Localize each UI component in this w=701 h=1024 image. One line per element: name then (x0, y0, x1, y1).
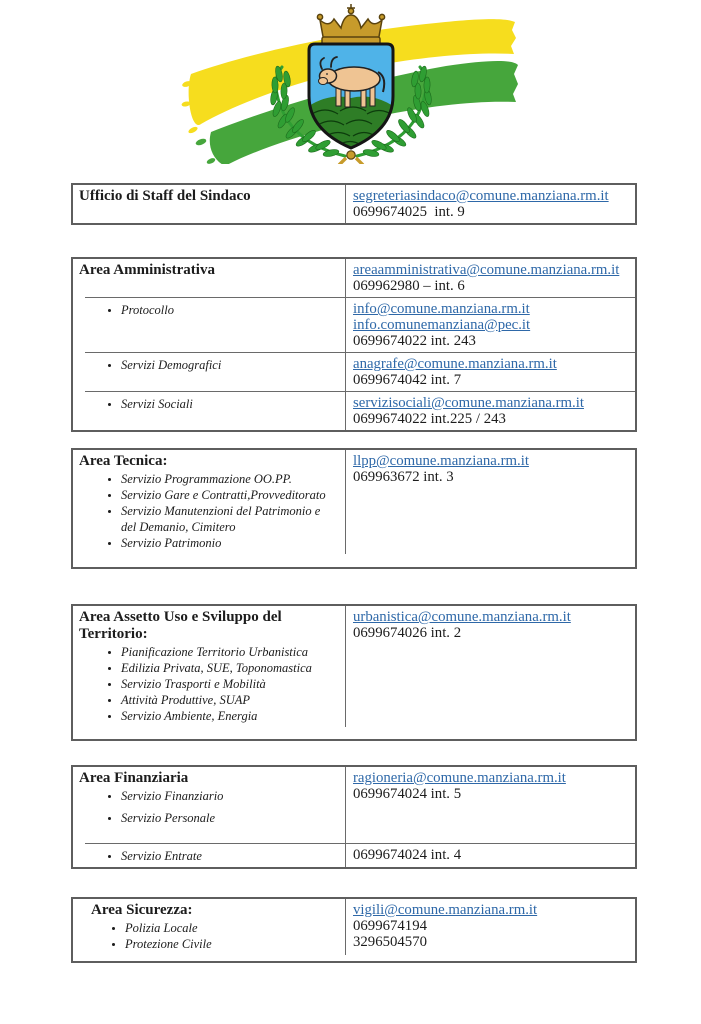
table-row (73, 899, 635, 955)
table-area-assetto-uso-e-sviluppo-del-territorio (71, 604, 637, 741)
service-item: • Servizio Gare e Contratti,Provveditorato (121, 487, 337, 503)
table-row (73, 352, 635, 391)
service-item: • Protocollo (121, 302, 337, 318)
contact-cell (345, 606, 635, 727)
ribbon-tie-icon (339, 151, 363, 164)
service-item: • Servizio Entrate (121, 848, 337, 864)
service-item: • Polizia Locale (125, 920, 337, 936)
services-list (79, 396, 337, 412)
table-row (73, 606, 635, 727)
service-item: • Attività Produttive, SUAP (121, 692, 337, 708)
email-link[interactable]: segreteriasindaco@comune.manziana.rm.it (353, 188, 609, 204)
department-cell (73, 767, 345, 843)
contact-cell (345, 899, 635, 955)
table-area-sicurezza (71, 897, 637, 963)
phone-number: 0699674194 (353, 918, 427, 934)
phone-number: 0699674022 int. 243 (353, 333, 476, 349)
department-cell (73, 899, 345, 955)
phone-number: 3296504570 (353, 934, 427, 950)
phone-number: 0699674026 int. 2 (353, 625, 462, 641)
service-item: • Servizio Personale (121, 810, 337, 826)
email-link[interactable]: llpp@comune.manziana.rm.it (353, 453, 529, 469)
services-list (79, 788, 337, 826)
section-heading: Area Finanziaria (79, 770, 189, 786)
department-cell (73, 185, 345, 223)
department-cell (73, 353, 345, 391)
service-item: • Servizio Programmazione OO.PP. (121, 471, 337, 487)
table-area-amministrativa (71, 257, 637, 432)
email-link[interactable]: info@comune.manziana.rm.it (353, 301, 530, 317)
contact-cell (345, 450, 635, 554)
services-list (79, 357, 337, 373)
table-row (73, 259, 635, 297)
services-list (79, 302, 337, 318)
section-heading: Area Tecnica: (79, 453, 168, 469)
shield-icon (303, 44, 399, 154)
contact-cell (345, 353, 635, 391)
table-ufficio-staff-sindaco (71, 183, 637, 225)
section-heading: Area Sicurezza: (91, 902, 193, 918)
section-heading: Area Assetto Uso e Sviluppo del Territorio: (79, 609, 282, 642)
contact-cell (345, 392, 635, 430)
contact-cell (345, 185, 635, 223)
email-link[interactable]: vigili@comune.manziana.rm.it (353, 902, 538, 918)
department-cell (73, 259, 345, 297)
service-item: • Servizio Patrimonio (121, 535, 337, 551)
email-link[interactable]: areaamministrativa@comune.manziana.rm.it (353, 262, 620, 278)
phone-number: 0699674022 int.225 / 243 (353, 411, 506, 427)
email-link[interactable]: ragioneria@comune.manziana.rm.it (353, 770, 566, 786)
service-item: • Servizi Demografici (121, 357, 337, 373)
department-cell (73, 450, 345, 554)
table-row (73, 843, 635, 867)
services-list (79, 644, 337, 724)
services-list (79, 920, 337, 952)
service-item: • Servizio Ambiente, Energia (121, 708, 337, 724)
department-cell (73, 844, 345, 867)
phone-number: 069963672 int. 3 (353, 469, 454, 485)
department-cell (73, 606, 345, 727)
table-area-finanziaria (71, 765, 637, 869)
contact-cell (345, 844, 635, 867)
service-item: • Servizi Sociali (121, 396, 337, 412)
table-row (73, 450, 635, 554)
table-row (73, 391, 635, 430)
table-row (73, 185, 635, 223)
manziana-coat-of-arms-logo (181, 4, 521, 164)
department-cell (73, 392, 345, 430)
table-row (73, 297, 635, 352)
email-link[interactable]: anagrafe@comune.manziana.rm.it (353, 356, 557, 372)
table-row (73, 767, 635, 843)
services-list (79, 471, 337, 551)
service-item: • Edilizia Privata, SUE, Toponomastica (121, 660, 337, 676)
phone-number: 0699674042 int. 7 (353, 372, 462, 388)
section-heading: Ufficio di Staff del Sindaco (79, 188, 251, 204)
table-area-tecnica (71, 448, 637, 569)
service-item: • Servizio Finanziario (121, 788, 337, 804)
service-item: • Pianificazione Territorio Urbanistica (121, 644, 337, 660)
email-link[interactable]: urbanistica@comune.manziana.rm.it (353, 609, 571, 625)
service-item: • Servizio Trasporti e Mobilità (121, 676, 337, 692)
crown-icon (317, 4, 384, 45)
email-link[interactable]: info.comunemanziana@pec.it (353, 317, 531, 333)
service-item: • Protezione Civile (125, 936, 337, 952)
phone-number: 0699674024 int. 4 (353, 847, 462, 863)
service-item: • Servizio Manutenzioni del Patrimonio e del Demanio, Cimitero (121, 503, 337, 535)
contact-cell (345, 767, 635, 843)
phone-number: 0699674024 int. 5 (353, 786, 462, 802)
phone-number: 069962980 – int. 6 (353, 278, 465, 294)
services-list (79, 848, 337, 864)
department-cell (73, 298, 345, 352)
email-link[interactable]: servizisociali@comune.manziana.rm.it (353, 395, 584, 411)
section-heading: Area Amministrativa (79, 262, 215, 278)
phone-number: 0699674025 int. 9 (353, 204, 465, 220)
contact-cell (345, 259, 635, 297)
contact-cell (345, 298, 635, 352)
